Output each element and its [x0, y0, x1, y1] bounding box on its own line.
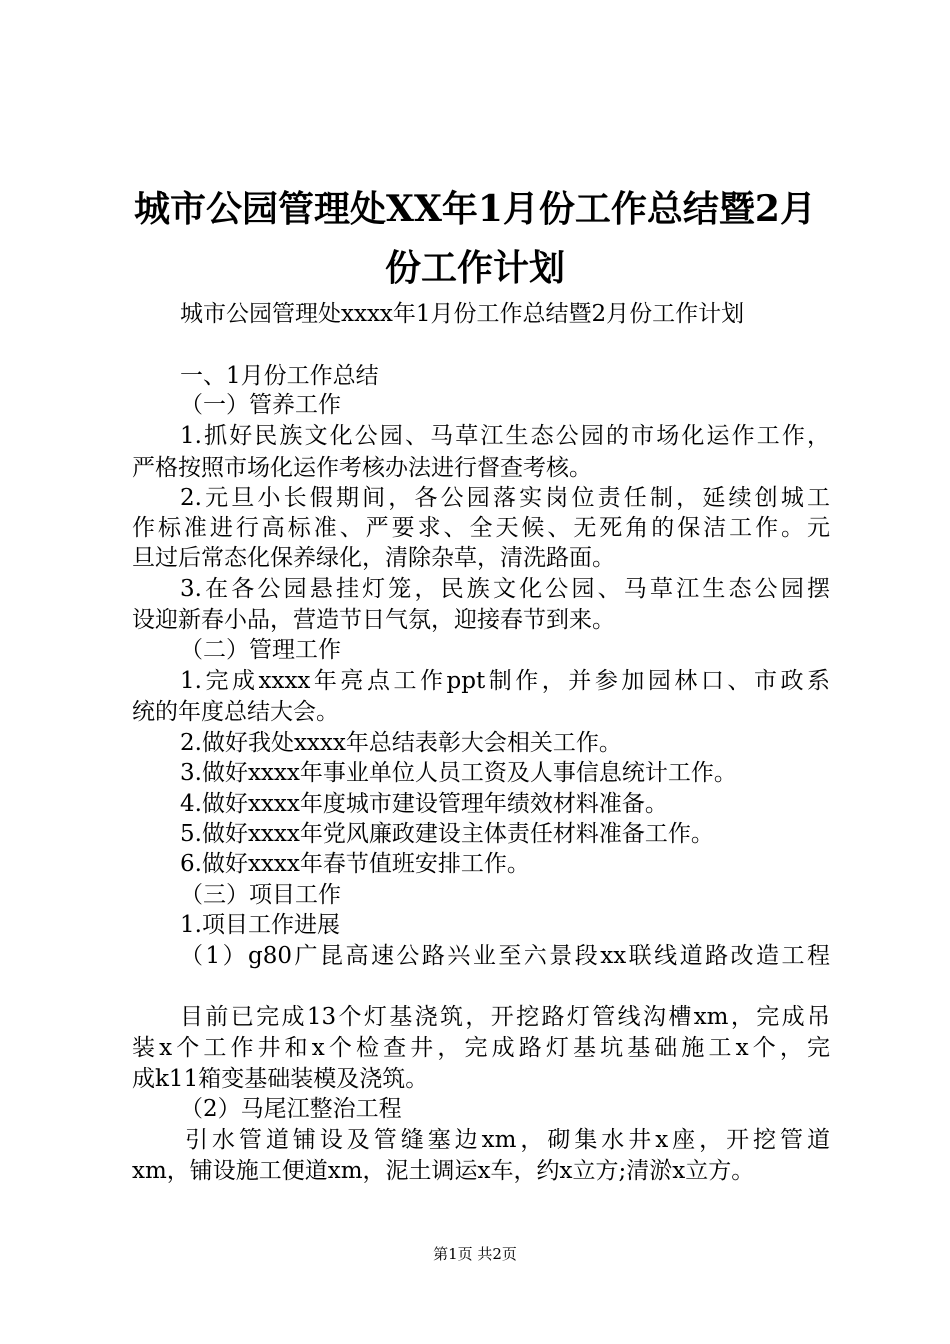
document-title-line-1: 城市公园管理处XX年1月份工作总结暨2月: [134, 188, 816, 230]
paragraph-line: xm，铺设施工便道xm，泥土调运x车，约x立方;清淤x立方。: [132, 1158, 755, 1184]
paragraph-line: 3.做好xxxx年事业单位人员工资及人事信息统计工作。: [180, 760, 737, 786]
paragraph-line: 6.做好xxxx年春节值班安排工作。: [180, 851, 530, 877]
paragraph-line: 成k11箱变基础装模及浇筑。: [132, 1066, 429, 1092]
paragraph-line: 1.完成xxxx年亮点工作ppt制作，并参加园林口、市政系: [180, 668, 830, 694]
paragraph-line: 目前已完成13个灯基浇筑，开挖路灯管线沟槽xm，完成吊: [180, 1004, 830, 1030]
paragraph-line: 引水管道铺设及管缝塞边xm，砌集水井x座，开挖管道: [185, 1127, 830, 1153]
section-heading: 一、1月份工作总结: [180, 363, 379, 389]
paragraph-line: 4.做好xxxx年度城市建设管理年绩效材料准备。: [180, 791, 668, 817]
subsection-heading: （三）项目工作: [180, 882, 341, 908]
document-title-line-2: 份工作计划: [384, 247, 565, 289]
page-footer: 第1页 共2页: [433, 1245, 517, 1263]
document-subtitle: 城市公园管理处xxxx年1月份工作总结暨2月份工作计划: [180, 301, 745, 327]
paragraph-line: 设迎新春小品，营造节日气氛，迎接春节到来。: [132, 607, 615, 633]
paragraph-line: （1）g80广昆高速公路兴业至六景段xx联线道路改造工程: [180, 943, 830, 969]
paragraph-line: 装x个工作井和x个检查井，完成路灯基坑基础施工x个，完: [132, 1035, 830, 1061]
paragraph-line: 统的年度总结大会。: [132, 699, 339, 725]
paragraph-line: 1.项目工作进展: [180, 912, 340, 938]
subsection-heading: （一）管养工作: [180, 392, 341, 418]
paragraph-line: 3.在各公园悬挂灯笼，民族文化公园、马草江生态公园摆: [180, 576, 830, 602]
paragraph-line: 2.元旦小长假期间，各公园落实岗位责任制，延续创城工: [180, 485, 830, 511]
paragraph-line: 旦过后常态化保养绿化，清除杂草，清洗路面。: [132, 545, 615, 571]
paragraph-line: 1.抓好民族文化公园、马草江生态公园的市场化运作工作，: [180, 423, 830, 449]
subsection-heading: （2）马尾江整治工程: [180, 1096, 402, 1122]
paragraph-line: 5.做好xxxx年党风廉政建设主体责任材料准备工作。: [180, 821, 714, 847]
paragraph-line: 严格按照市场化运作考核办法进行督查考核。: [132, 455, 592, 481]
subsection-heading: （二）管理工作: [180, 637, 341, 663]
paragraph-line: 2.做好我处xxxx年总结表彰大会相关工作。: [180, 730, 622, 756]
paragraph-line: 作标准进行高标准、严要求、全天候、无死角的保洁工作。元: [132, 515, 830, 541]
